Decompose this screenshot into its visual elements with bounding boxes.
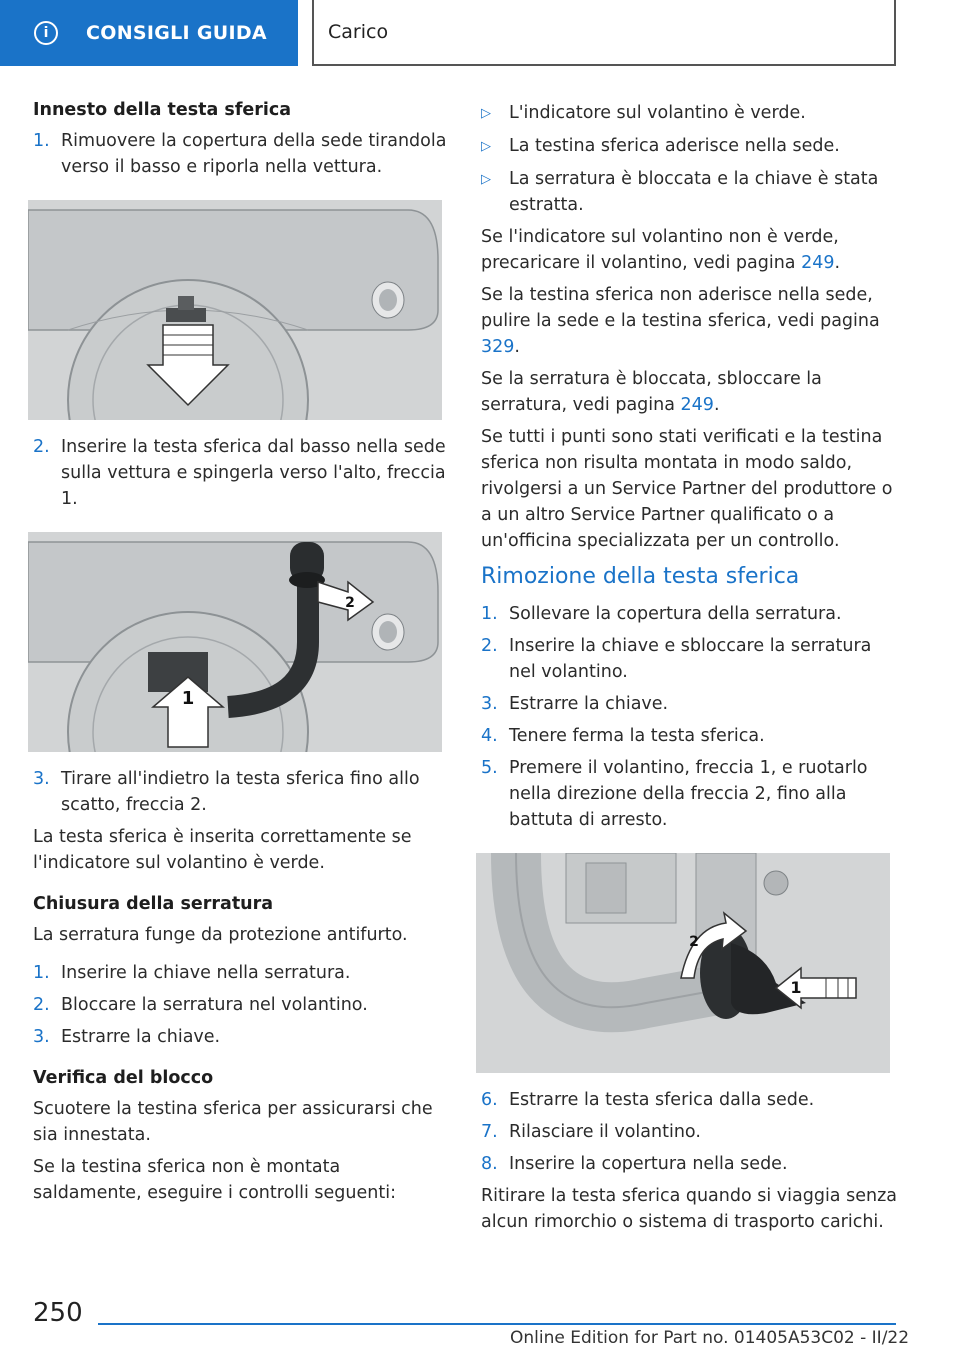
triangle-bullet-icon: ▷ [481, 106, 491, 121]
remove-step-8 [481, 1151, 897, 1177]
step-text: Inserire la chiave e sbloccare la serratura nel volantino. [509, 636, 872, 682]
remove-step-2 [481, 633, 897, 685]
step-number: 1. [33, 131, 50, 151]
paragraph-preload [481, 224, 897, 276]
step-number: 1. [33, 963, 50, 983]
footer-divider [98, 1323, 896, 1325]
step-number: 3. [481, 694, 498, 714]
step-number: 4. [481, 726, 498, 746]
right-column [481, 100, 897, 1241]
fig3-arrow1-label: 1 [790, 978, 802, 997]
figure-knob-rotate [476, 853, 890, 1073]
paragraph-service: Se tutti i punti sono stati verificati e la testina sferica non risulta montata in modo saldo, rivolgersi a un Service Partner del produttore o a un altro Service Partner qualificato o a un'officina specializzata per un controllo. [481, 427, 893, 551]
heading-chiusura: Chiusura della serratura [33, 894, 274, 914]
section-tab[interactable] [0, 0, 298, 66]
figure-ball-insert [28, 532, 442, 752]
step-text: Estrarre la chiave. [509, 694, 669, 714]
figure-cover-removal [28, 200, 442, 420]
step-number: 3. [33, 1027, 50, 1047]
check-text: La serratura è bloccata e la chiave è stata estratta. [509, 169, 879, 215]
step-text: Estrarre la chiave. [61, 1027, 221, 1047]
page-link-329[interactable]: 329 [481, 337, 515, 357]
page-link-249[interactable]: 249 [680, 395, 714, 415]
step-2 [33, 434, 447, 512]
footer-edition: Online Edition for Part no. 01405A53C02 - II/22 [510, 1328, 910, 1348]
step-text: Inserire la copertura nella sede. [509, 1154, 788, 1174]
step-number: 8. [481, 1154, 498, 1174]
fig2-arrow1-label: 1 [181, 688, 195, 709]
lock-step-1 [33, 960, 447, 986]
paragraph: La testa sferica è inserita correttamente se l'indicatore sul volantino è verde. [33, 827, 412, 873]
step-text: Estrarre la testa sferica dalla sede. [509, 1090, 815, 1110]
step-text: Tirare all'indietro la testa sferica fino allo scatto, freccia 2. [61, 769, 420, 815]
step-number: 3. [33, 769, 50, 789]
step-text: Rimuovere la copertura della sede tirandola verso il basso e riporla nella vettura. [61, 131, 447, 177]
step-text: Rilasciare il volantino. [509, 1122, 701, 1142]
paragraph-unlock [481, 366, 897, 418]
text: . [514, 337, 520, 357]
lock-step-3 [33, 1024, 447, 1050]
section-title: Rimozione della testa sferica [481, 564, 800, 589]
remove-step-5 [481, 755, 897, 833]
text: . [834, 253, 841, 273]
section-label: CONSIGLI GUIDA [86, 22, 267, 44]
text: Se l'indicatore sul volantino non è verde, precaricare il volantino, vedi pagina [481, 227, 839, 273]
step-number: 6. [481, 1090, 498, 1110]
step-number: 2. [33, 437, 50, 457]
step-number: 2. [481, 636, 498, 656]
paragraph-clean [481, 282, 897, 360]
triangle-bullet-icon: ▷ [481, 139, 491, 154]
heading-verifica: Verifica del blocco [33, 1068, 214, 1088]
remove-step-3 [481, 691, 897, 717]
lock-step-2 [33, 992, 447, 1018]
step-number: 7. [481, 1122, 498, 1142]
illustration-ball-insert [28, 532, 442, 752]
chapter-title: Carico [328, 21, 389, 43]
check-item-1 [481, 100, 897, 127]
step-text: Sollevare la copertura della serratura. [509, 604, 842, 624]
paragraph: Se la testina sferica non è montata saldamente, eseguire i controlli seguenti: [33, 1157, 396, 1203]
text: Se la testina sferica non aderisce nella sede, pulire la sede e la testina sferica, vedi pagina [481, 285, 880, 331]
illustration-bumper-wheel [28, 200, 442, 420]
info-icon: i [34, 21, 58, 45]
paragraph: Scuotere la testina sferica per assicurarsi che sia innestata. [33, 1099, 433, 1145]
remove-step-7 [481, 1119, 897, 1145]
step-text: Premere il volantino, freccia 1, e ruotarlo nella direzione della freccia 2, fino alla battuta di arresto. [509, 758, 868, 830]
paragraph-note: Ritirare la testa sferica quando si viaggia senza alcun rimorchio o sistema di trasporto carichi. [481, 1186, 897, 1232]
step-text: Bloccare la serratura nel volantino. [61, 995, 368, 1015]
step-number: 2. [33, 995, 50, 1015]
page-link-249[interactable]: 249 [801, 253, 835, 273]
step-text: Tenere ferma la testa sferica. [509, 726, 765, 746]
illustration-knob-rotate [476, 853, 890, 1073]
chapter-title-box [312, 0, 896, 66]
check-item-3 [481, 166, 897, 218]
fig3-arrow2-label: 2 [689, 934, 699, 950]
check-text: L'indicatore sul volantino è verde. [509, 103, 806, 123]
remove-step-4 [481, 723, 897, 749]
text: Se la serratura è bloccata, sbloccare la serratura, vedi pagina [481, 369, 822, 415]
check-text: La testina sferica aderisce nella sede. [509, 136, 840, 156]
fig2-arrow2-label: 2 [345, 595, 355, 611]
heading-innesto: Innesto della testa sferica [33, 100, 292, 120]
step-1 [33, 128, 447, 180]
step-text: Inserire la testa sferica dal basso nella sede sulla vettura e spingerla verso l'alto, freccia 1. [61, 437, 446, 509]
left-column [33, 100, 447, 1212]
triangle-bullet-icon: ▷ [481, 172, 491, 187]
check-item-2 [481, 133, 897, 160]
remove-step-6 [481, 1087, 897, 1113]
step-number: 5. [481, 758, 498, 778]
step-number: 1. [481, 604, 498, 624]
page-number: 250 [33, 1298, 83, 1328]
text: . [713, 395, 720, 415]
remove-step-1 [481, 601, 897, 627]
step-text: Inserire la chiave nella serratura. [61, 963, 351, 983]
step-3 [33, 766, 447, 818]
paragraph: La serratura funge da protezione antifurto. [33, 925, 408, 945]
